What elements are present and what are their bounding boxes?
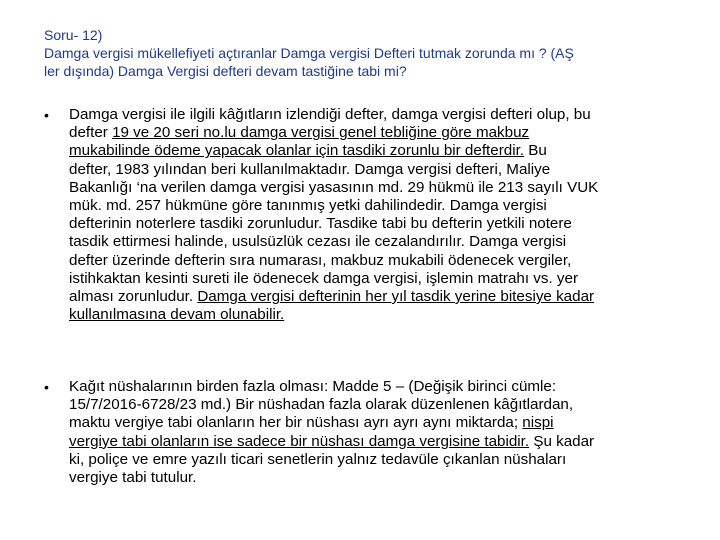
question-text-line: Damga vergisi mükellefiyeti açtıranlar Damga vergisi Defteri tutmak zorunda mı ? (AŞ	[44, 45, 574, 61]
text-segment: istihkaktan kesinti sureti ile ödenecek damga vergisi, işlemin matrahı vs. yer	[69, 269, 578, 287]
text-segment: Kağıt nüshalarının birden fazla olması: Madde 5 – (Değişik birinci cümle:	[69, 378, 557, 395]
bullet-paragraph	[44, 106, 694, 324]
underlined-text: vergiye tabi olanların ise sadece bir nüshası damga vergisine tabidir.	[69, 432, 530, 450]
underlined-text: nispi	[522, 414, 554, 432]
bullet-icon: •	[44, 379, 49, 395]
text-segment: defter, 1983 yılından beri kullanılmaktadır. Damga vergisi defteri, Maliye	[69, 160, 551, 178]
text-line	[69, 142, 679, 160]
text-segment: vergiye tabi tutulur.	[69, 469, 197, 487]
text-line	[69, 106, 679, 124]
text-segment: Bakanlığı ‘na verilen damga vergisi yasasının md. 29 hükmü ile 213 sayılı VUK	[69, 178, 599, 196]
text-line	[69, 252, 679, 270]
text-segment: defterinin noterlere tasdiki zorunludur. Tasdike tabi bu defterin yetkili notere	[69, 215, 572, 233]
text-segment: tasdik ettirmesi halinde, usulsüzlük cezası ile cezalandırılır. Damga vergisi	[69, 233, 567, 251]
bullet-icon: •	[44, 107, 49, 123]
text-line	[69, 179, 679, 197]
text-line	[69, 161, 679, 179]
text-line	[69, 396, 679, 414]
text-segment: Bu	[524, 142, 547, 160]
text-segment: Şu kadar	[529, 432, 595, 450]
paragraph-text	[69, 106, 679, 324]
text-line	[69, 451, 679, 469]
text-line	[69, 288, 679, 306]
question-header	[44, 26, 694, 80]
question-number: Soru- 12)	[44, 27, 103, 43]
text-segment: mük. md. 257 hükmüne göre tanınmış yetki dahilindedir. Damga vergisi	[69, 197, 547, 215]
text-segment: ki, poliçe ve emre yazılı ticari senetlerin yalnız tedavüle çıkanlan nüshaları	[69, 450, 567, 468]
text-segment: defter üzerinde defterin sıra numarası, makbuz mukabili ödenecek vergiler,	[69, 251, 572, 269]
text-line	[69, 233, 679, 251]
text-segment: defter	[69, 124, 113, 142]
underlined-text: Damga vergisi defterinin her yıl tasdik yerine bitesiye kadar	[197, 288, 595, 306]
paragraph-text	[69, 378, 679, 487]
text-line	[69, 215, 679, 233]
text-segment: maktu vergiye tabi olanların her bir nüshası ayrı ayrı aynı miktarda;	[69, 414, 523, 432]
text-line	[69, 306, 679, 324]
text-segment: 15/7/2016-6728/23 md.) Bir nüshadan fazla olarak düzenlenen kâğıtlardan,	[69, 396, 574, 414]
underlined-text: mukabilinde ödeme yapacak olanlar için tasdiki zorunlu bir defterdir.	[69, 142, 525, 160]
bullet-paragraph	[44, 378, 694, 487]
underlined-text: kullanılmasına devam olunabilir.	[69, 306, 285, 324]
text-line	[69, 124, 679, 142]
text-line	[69, 378, 679, 396]
question-text-line: ler dışında) Damga Vergisi defteri devam tastiğine tabi mi?	[44, 63, 407, 79]
text-line	[69, 197, 679, 215]
text-segment: alması zorunludur.	[69, 288, 198, 306]
text-line	[69, 270, 679, 288]
text-line	[69, 414, 679, 432]
text-line	[69, 433, 679, 451]
underlined-text: 19 ve 20 seri no.lu damga vergisi genel tebliğine göre makbuz	[112, 124, 530, 142]
text-line	[69, 469, 679, 487]
text-segment: Damga vergisi ile ilgili kâğıtların izlendiği defter, damga vergisi defteri olup, bu	[69, 106, 591, 123]
